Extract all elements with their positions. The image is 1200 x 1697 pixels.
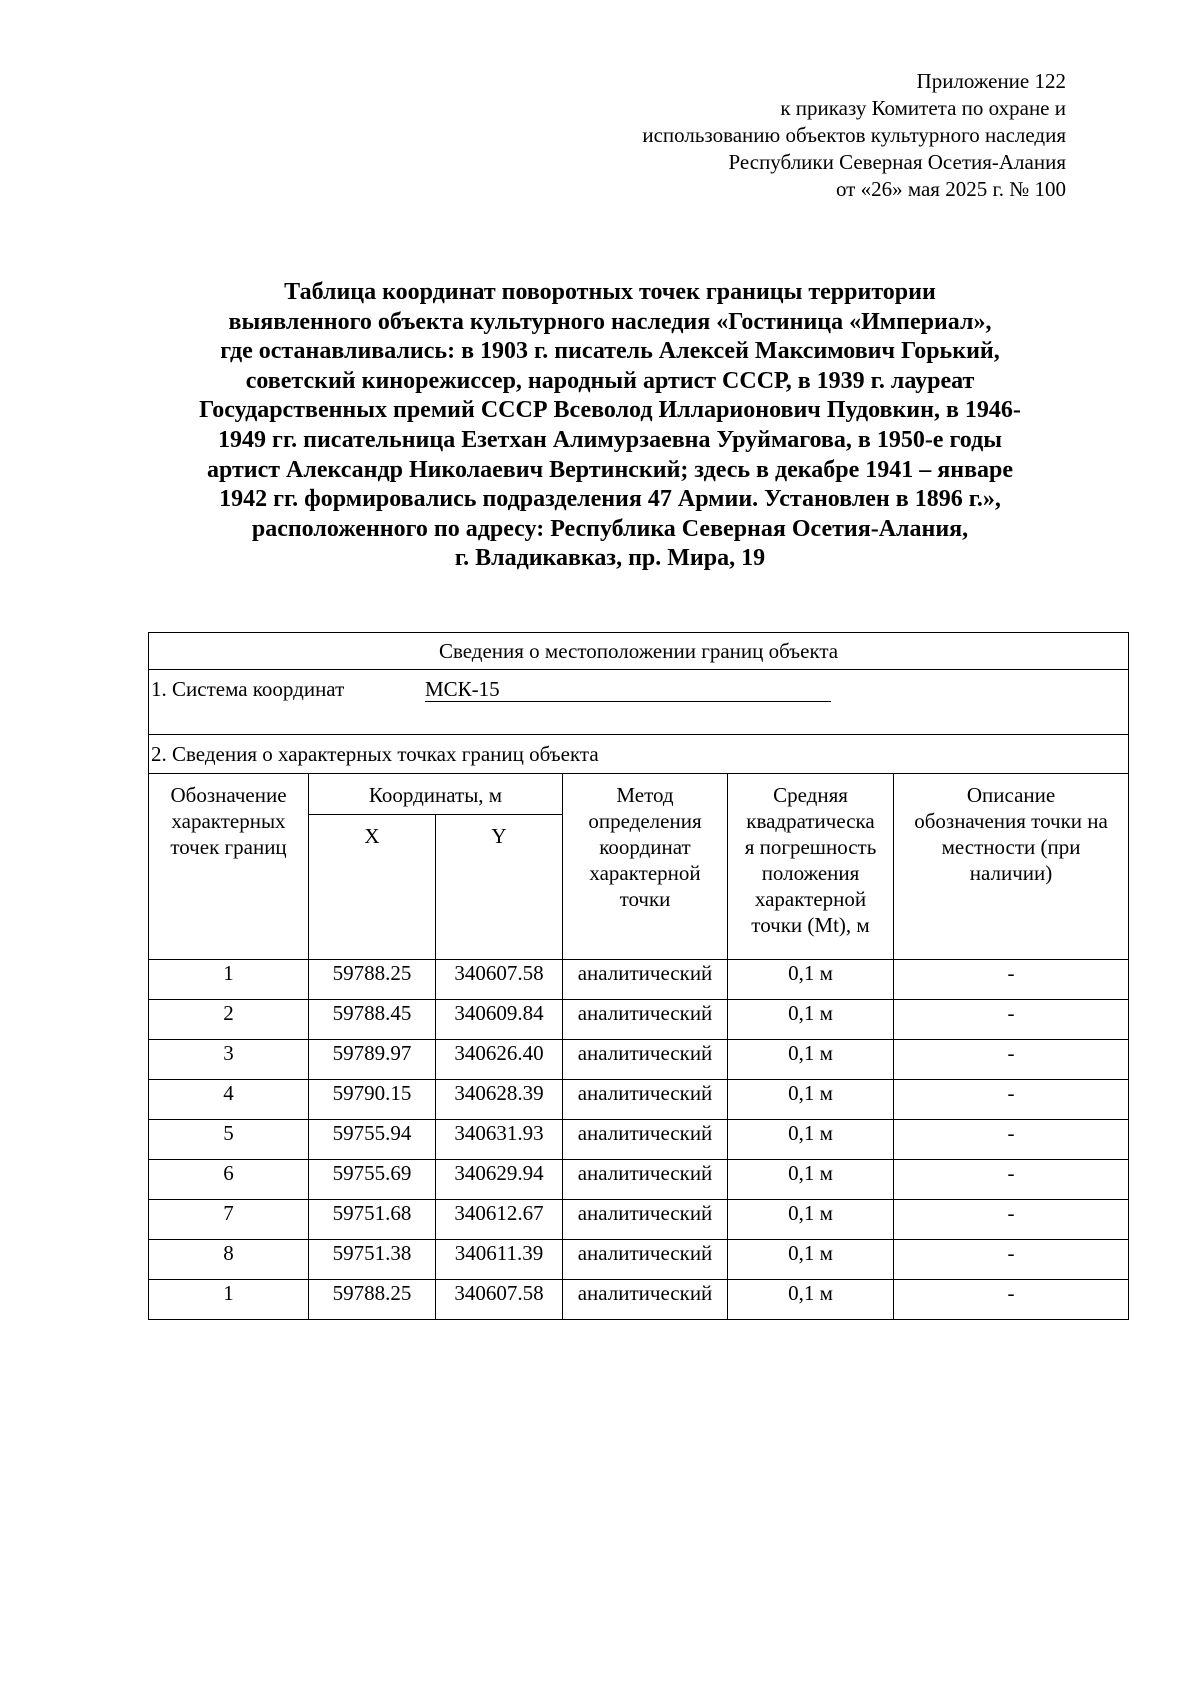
cell-error: 0,1 м	[728, 1000, 894, 1040]
cell-point: 7	[149, 1200, 309, 1240]
cell-error: 0,1 м	[728, 1280, 894, 1320]
cell-description: -	[894, 1240, 1129, 1280]
cell-method: аналитический	[563, 1280, 728, 1320]
table-row	[149, 960, 1129, 1000]
cell-x: 59789.97	[309, 1040, 436, 1080]
title-line: советский кинорежиссер, народный артист СССР, в 1939 г. лауреат	[245, 367, 975, 394]
cell-description: -	[894, 1120, 1129, 1160]
header-text: координат	[599, 835, 691, 859]
appendix-block	[446, 68, 1066, 203]
header-text: наличии)	[969, 861, 1053, 885]
cell-description: -	[894, 960, 1129, 1000]
cell-method: аналитический	[563, 1000, 728, 1040]
header-description	[894, 774, 1129, 960]
title-line: выявленного объекта культурного наследия «Гостиница «Империал»,	[228, 308, 992, 335]
table-row	[149, 1080, 1129, 1120]
table-row	[149, 1280, 1129, 1320]
cell-error: 0,1 м	[728, 1080, 894, 1120]
appendix-line: Республики Северная Осетия-Алания	[728, 150, 1066, 174]
header-coordinates: Координаты, м	[309, 774, 563, 815]
cell-point: 5	[149, 1120, 309, 1160]
header-text: определения	[588, 809, 702, 833]
cell-y: 340631.93	[436, 1120, 563, 1160]
table-row	[149, 1240, 1129, 1280]
header-text: я погрешность	[744, 835, 877, 859]
cell-description: -	[894, 1160, 1129, 1200]
cell-error: 0,1 м	[728, 1160, 894, 1200]
cell-x: 59751.68	[309, 1200, 436, 1240]
cell-error: 0,1 м	[728, 1200, 894, 1240]
header-text: точек границ	[170, 835, 287, 859]
header-x: X	[309, 815, 436, 960]
cell-y: 340607.58	[436, 1280, 563, 1320]
title-line: Таблица координат поворотных точек границы территории	[284, 279, 936, 305]
cell-method: аналитический	[563, 1120, 728, 1160]
coordinates-table	[148, 632, 1129, 1320]
title-line: 1942 гг. формировались подразделения 47 Армии. Установлен в 1896 г.»,	[219, 486, 1001, 513]
cell-method: аналитический	[563, 1080, 728, 1120]
header-text: положения	[761, 861, 860, 885]
title-line: 1949 гг. писательница Езетхан Алимурзаевна Уруймагова, в 1950-е годы	[218, 426, 1002, 453]
cell-method: аналитический	[563, 1200, 728, 1240]
coordinate-system-value: МСК-15	[425, 677, 831, 702]
header-text: местности (при	[941, 835, 1081, 859]
cell-y: 340609.84	[436, 1000, 563, 1040]
header-text: точки (Mt), м	[751, 913, 870, 937]
header-text: Описание	[966, 783, 1056, 807]
cell-x: 59790.15	[309, 1080, 436, 1120]
cell-description: -	[894, 1080, 1129, 1120]
coordinate-system-label: 1. Система координат	[151, 677, 345, 701]
cell-description: -	[894, 1280, 1129, 1320]
cell-point: 6	[149, 1160, 309, 1200]
cell-description: -	[894, 1000, 1129, 1040]
header-text: обозначения точки на	[914, 809, 1108, 833]
cell-x: 59751.38	[309, 1240, 436, 1280]
cell-y: 340626.40	[436, 1040, 563, 1080]
section-title: Сведения о местоположении границ объекта	[149, 633, 1129, 670]
cell-error: 0,1 м	[728, 1240, 894, 1280]
cell-point: 1	[149, 1280, 309, 1320]
coordinate-system-row	[149, 670, 1129, 735]
table-row	[149, 1120, 1129, 1160]
cell-point: 4	[149, 1080, 309, 1120]
table-row	[149, 1000, 1129, 1040]
appendix-line: Приложение 122	[916, 69, 1066, 93]
header-text: точки	[619, 887, 671, 911]
cell-x: 59788.25	[309, 1280, 436, 1320]
cell-y: 340612.67	[436, 1200, 563, 1240]
cell-x: 59755.69	[309, 1160, 436, 1200]
cell-point: 2	[149, 1000, 309, 1040]
title-line: артист Александр Николаевич Вертинский; здесь в декабре 1941 – январе	[206, 456, 1014, 483]
title-line: где останавливались: в 1903 г. писатель Алексей Максимович Горький,	[220, 338, 1000, 365]
cell-method: аналитический	[563, 960, 728, 1000]
appendix-line: к приказу Комитета по охране и	[780, 96, 1066, 120]
header-text: Метод	[616, 783, 674, 807]
document-title	[140, 278, 1080, 574]
cell-x: 59788.45	[309, 1000, 436, 1040]
header-designation	[149, 774, 309, 960]
cell-point: 1	[149, 960, 309, 1000]
header-text: Обозначение	[170, 783, 287, 807]
title-line: расположенного по адресу: Республика Северная Осетия-Алания,	[251, 515, 969, 542]
cell-error: 0,1 м	[728, 1040, 894, 1080]
header-text: квадратическа	[746, 809, 875, 833]
cell-point: 8	[149, 1240, 309, 1280]
cell-error: 0,1 м	[728, 1120, 894, 1160]
cell-description: -	[894, 1040, 1129, 1080]
table-row	[149, 1040, 1129, 1080]
header-y: Y	[436, 815, 563, 960]
header-method	[563, 774, 728, 960]
cell-y: 340629.94	[436, 1160, 563, 1200]
appendix-line: использованию объектов культурного наследия	[642, 123, 1066, 147]
cell-y: 340628.39	[436, 1080, 563, 1120]
cell-point: 3	[149, 1040, 309, 1080]
table-row	[149, 1200, 1129, 1240]
cell-error: 0,1 м	[728, 960, 894, 1000]
cell-method: аналитический	[563, 1240, 728, 1280]
cell-description: -	[894, 1200, 1129, 1240]
points-section-title: 2. Сведения о характерных точках границ объекта	[149, 735, 1129, 774]
title-line: Государственных премий СССР Всеволод Илларионович Пудовкин, в 1946-	[199, 397, 1021, 424]
cell-method: аналитический	[563, 1160, 728, 1200]
cell-y: 340611.39	[436, 1240, 563, 1280]
cell-method: аналитический	[563, 1040, 728, 1080]
header-error	[728, 774, 894, 960]
cell-x: 59788.25	[309, 960, 436, 1000]
header-text: характерной	[754, 887, 867, 911]
header-text: характерных	[171, 809, 286, 833]
header-text: характерной	[589, 861, 701, 885]
table-row	[149, 1160, 1129, 1200]
cell-y: 340607.58	[436, 960, 563, 1000]
cell-x: 59755.94	[309, 1120, 436, 1160]
appendix-line: от «26» мая 2025 г. № 100	[835, 177, 1066, 201]
title-line: г. Владикавказ, пр. Мира, 19	[454, 545, 766, 572]
header-text: Средняя	[773, 783, 848, 807]
